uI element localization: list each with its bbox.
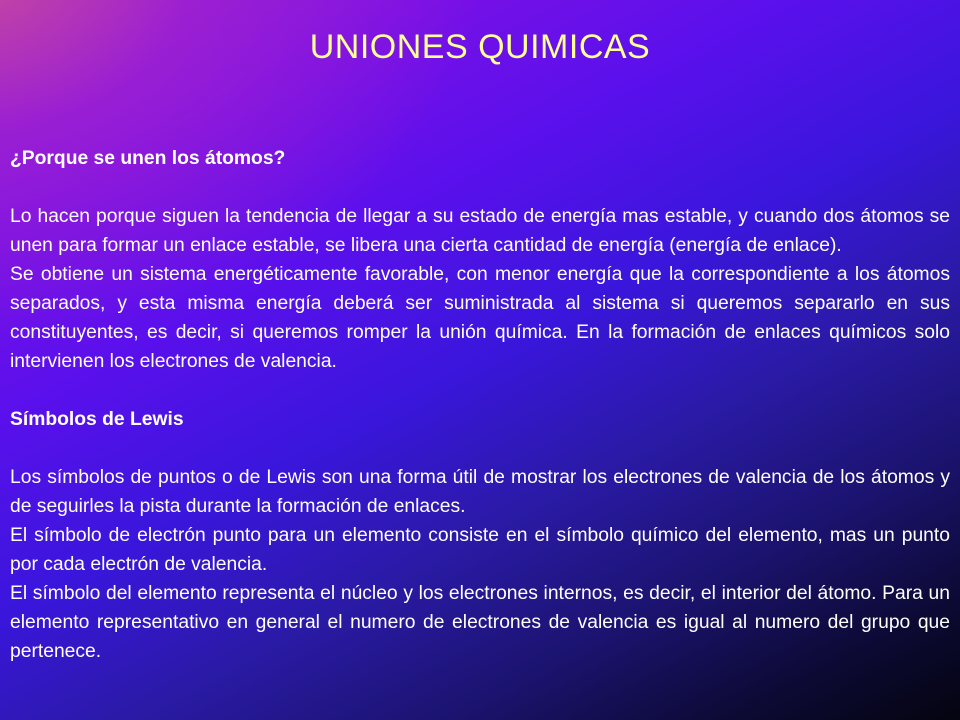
paragraph-bond-energy: Lo hacen porque siguen la tendencia de llegar a su estado de energía mas estable, y cuando dos átomos se unen para formar un enlace estable, se libera una cierta cantidad de energía (energía de enlace). <box>10 206 950 256</box>
section-heading-why-atoms-bond: ¿Porque se unen los átomos? <box>10 148 286 169</box>
slide-title: UNIONES QUIMICAS <box>309 28 651 66</box>
section-heading-lewis-symbols: Símbolos de Lewis <box>10 409 184 430</box>
paragraph-element-symbol-meaning: El símbolo del elemento representa el núcleo y los electrones internos, es decir, el interior del átomo. Para un elemento representativo en general el numero de electrones de valencia es igual al numero del grupo que pertenece. <box>10 583 950 662</box>
spacer <box>10 376 950 405</box>
paragraph-favorable-system: Se obtiene un sistema energéticamente favorable, con menor energía que la correspondiente a los átomos separados, y esta misma energía deberá ser suministrada al sistema si queremos separarlo en sus constituyentes, es decir, si queremos romper la unión química. En la formación de enlaces químicos solo intervienen los electrones de valencia. <box>10 264 950 372</box>
paragraph-electron-dot-symbol: El símbolo de electrón punto para un elemento consiste en el símbolo químico del elemento, mas un punto por cada electrón de valencia. <box>10 525 950 575</box>
spacer <box>10 434 950 463</box>
spacer <box>10 173 950 202</box>
slide-body <box>10 144 950 666</box>
paragraph-lewis-definition: Los símbolos de puntos o de Lewis son una forma útil de mostrar los electrones de valencia de los átomos y de seguirles la pista durante la formación de enlaces. <box>10 467 950 517</box>
